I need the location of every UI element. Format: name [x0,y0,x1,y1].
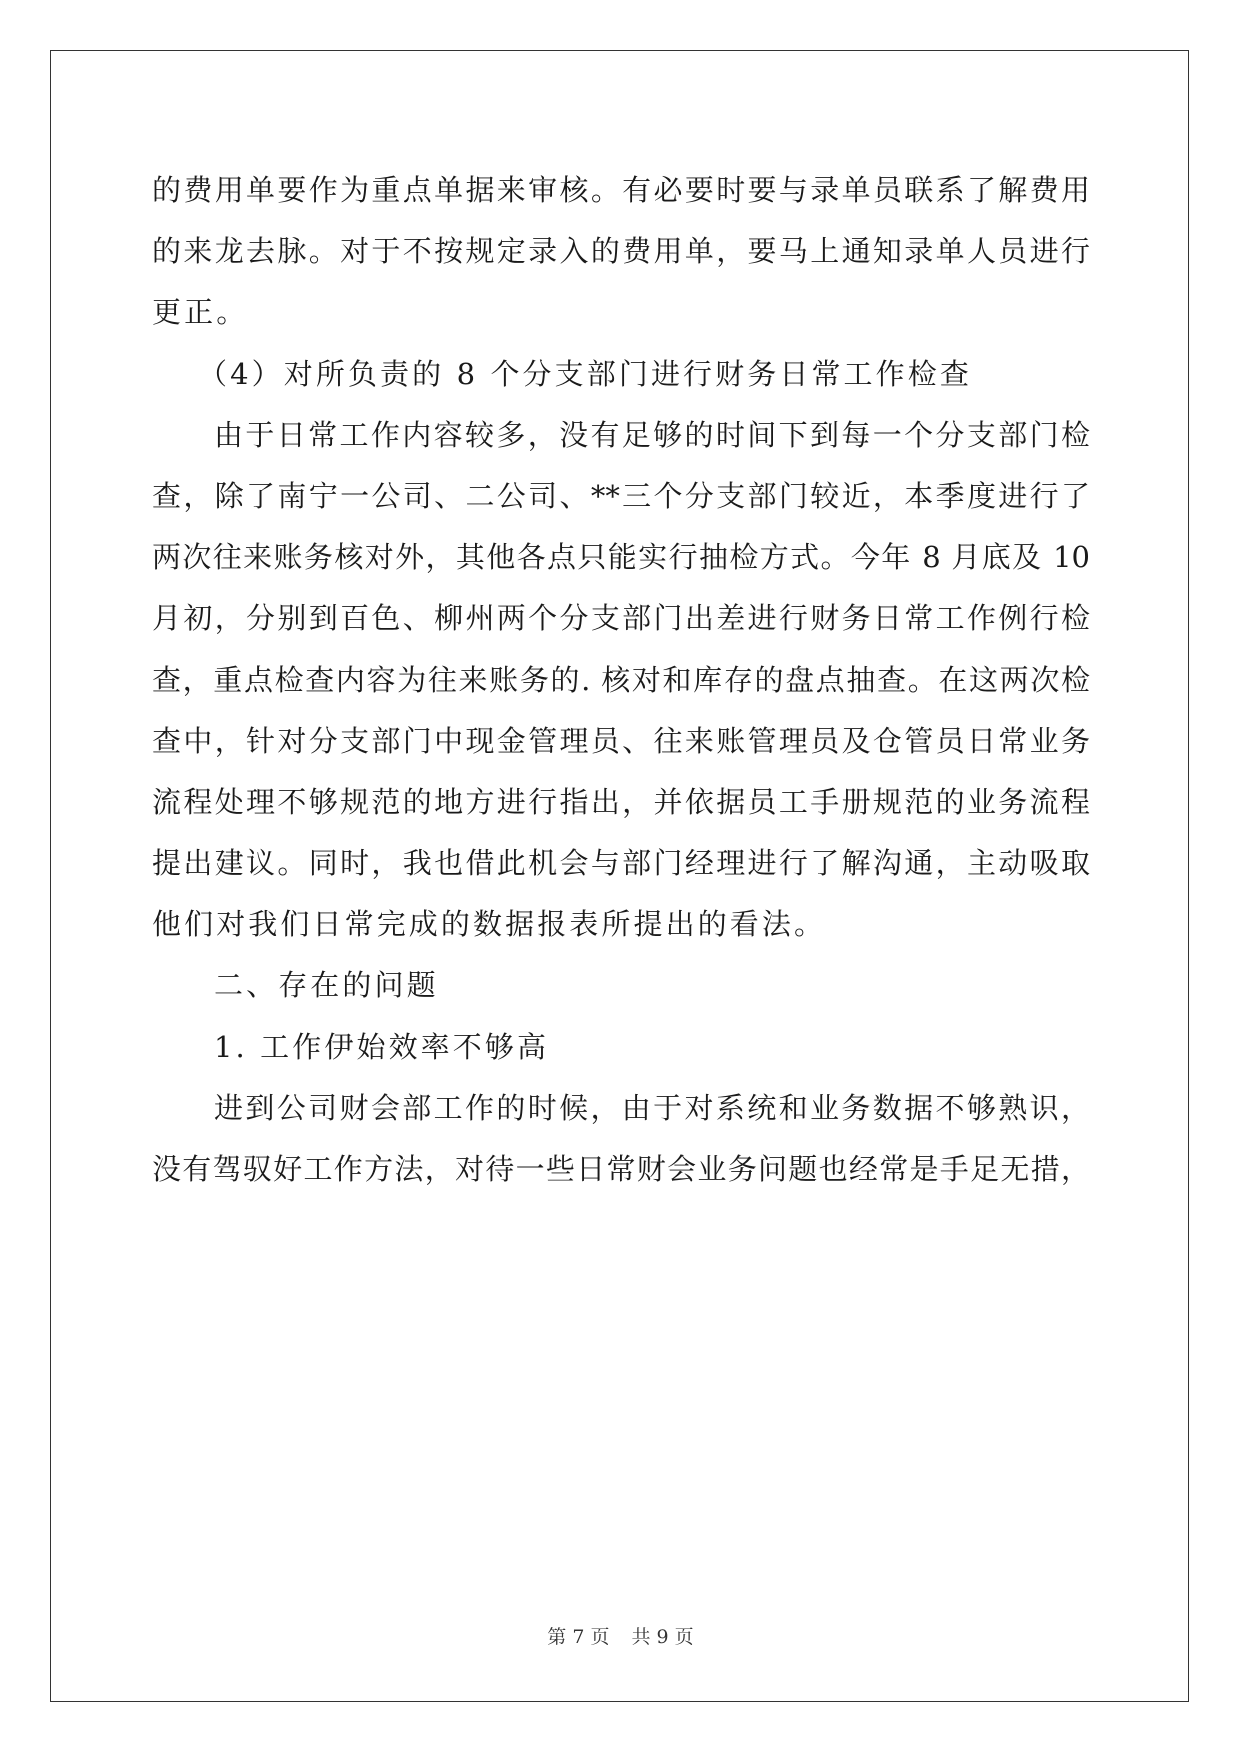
text-line: 的费用单要作为重点单据来审核。有必要时要与录单员联系了解费用 [152,173,1090,207]
text-line: 没有驾驭好工作方法，对待一些日常财会业务问题也经常是手足无措， [152,1152,1090,1186]
page-number-total: 共 9 页 [631,1626,694,1648]
text-line: 提出建议。同时，我也借此机会与部门经理进行了解沟通，主动吸取 [152,846,1090,881]
document-body [152,160,1090,1200]
text-line: 进到公司财会部工作的时候，由于对系统和业务数据不够熟识， [214,1090,1090,1125]
text-line: 的来龙去脉。对于不按规定录入的费用单，要马上通知录单人员进行 [152,234,1090,269]
page-footer [0,1622,1241,1649]
section-heading: 二、存在的问题 [214,968,439,1003]
subsection-heading: 1. 工作伊始效率不够高 [214,1029,550,1064]
text-line: 由于日常工作内容较多，没有足够的时间下到每一个分支部门检 [214,417,1090,452]
text-line: 查中，针对分支部门中现金管理员、往来账管理员及仓管员日常业务 [152,723,1090,758]
text-line: 查，除了南宁一公司、二公司、**三个分支部门较近，本季度进行了 [152,478,1090,513]
text-line: 查，重点检查内容为往来账务的. 核对和库存的盘点抽查。在这两次检 [152,662,1090,697]
text-line: 月初，分别到百色、柳州两个分支部门出差进行财务日常工作例行检 [152,601,1090,636]
text-line: 他们对我们日常完成的数据报表所提出的看法。 [152,907,827,942]
section-heading: （4）对所负责的 8 个分支部门进行财务日常工作检查 [198,356,972,391]
page-number-current: 第 7 页 [547,1626,610,1648]
text-line: 流程处理不够规范的地方进行指出，并依据员工手册规范的业务流程 [152,784,1090,819]
text-line: 两次往来账务核对外，其他各点只能实行抽检方式。今年 8 月底及 10 [152,540,1090,575]
text-line: 更正。 [152,295,249,330]
